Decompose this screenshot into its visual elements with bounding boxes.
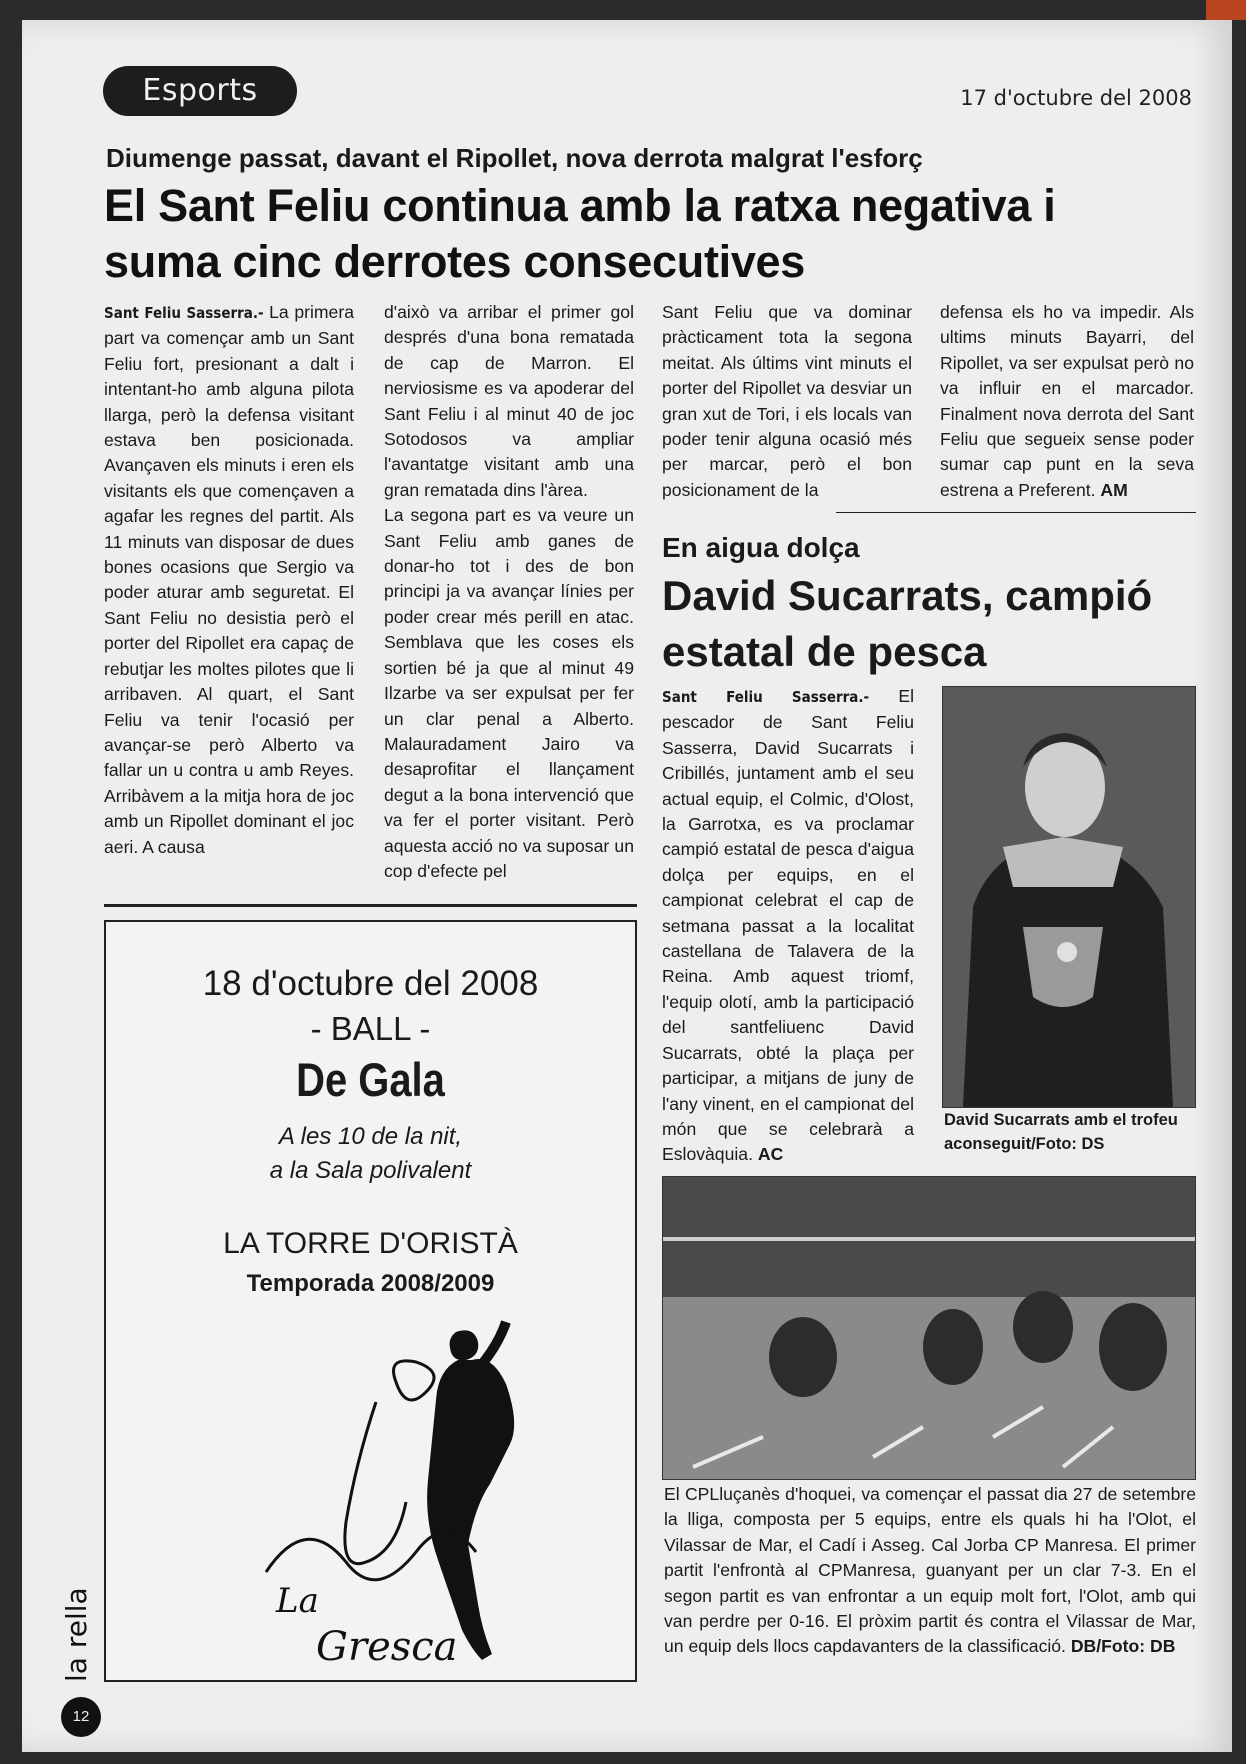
byline: Sant Feliu Sasserra.- (104, 304, 270, 322)
article-column-4 (940, 300, 1194, 503)
column-divider (836, 512, 1196, 513)
ad-season: Temporada 2008/2009 (246, 1270, 495, 1297)
ad-ball: - BALL - (310, 1010, 431, 1047)
issue-date: 17 d'octubre del 2008 (960, 86, 1192, 110)
article-column-3 (662, 300, 912, 503)
article-headline: El Sant Feliu continua amb la ratxa negativa i suma cinc derrotes consecutives (104, 180, 1056, 287)
column-text: La primera part va començar amb un Sant Feliu fort, presionant a dalt i intentant-ho amb alguna pilota llarga, però la defensa visitant estava ben posicionada. Avançaven els minuts i eren els visitants els que començaven a agafar les regnes del partit. Als 11 minuts van disposar de dues bones ocasions que Sergio va poder aturar amb seguretat. El Sant Feliu no desistia però el porter del Ripollet era capaç de rebutjar les moltes pilotes que li arribaven. Al quart, el Sant Feliu va tenir l'ocasió per avançar-se però Alberto va fallar un u contra u amb Reyes. Arribàvem a la mitja hora de joc amb un Ripollet dominant el joc aeri. A causa (104, 302, 354, 857)
logo-text-gresca: Gresca (316, 1624, 458, 1670)
article2-body (662, 684, 914, 1168)
author-signature: AC (757, 1144, 784, 1165)
ad-date: 18 d'octubre del 2008 (202, 964, 539, 1003)
article-kicker: Diumenge passat, davant el Ripollet, nova derrota malgrat l'esforç (106, 143, 923, 173)
ad-gala: De Gala (296, 1053, 445, 1106)
article2-headline: David Sucarrats, campió estatal de pesca (662, 572, 1153, 675)
article-column-2 (384, 300, 634, 884)
article2-kicker: En aigua dolça (662, 532, 860, 563)
portrait-photo-image (943, 687, 1196, 1108)
caption-text: El CPLluçanès d'hoquei, va començar el passat dia 27 de setembre la lliga, composta per 5 equips, entre els quals hi ha l'Olot, el Vilassar de Mar, el Cadí i Asseg. Cal Jorba CP Manresa. El primer partit l'enfrontà al CPManresa, guanyant per un clar 7-3. En el segon partit es van enfrontar a un equip molt fort, l'Olot, amb qui van perdre per 0-16. El pròxim partit és contra el Vilassar de Mar, un equip dels llocs capdavanters de la classificació. (664, 1484, 1196, 1657)
column-text: d'això va arribar el primer gol després d'una bona rematada de cap de Marron. El nerviosisme es va apoderar del Sant Feliu i al minut 40 de joc Sotodosos va ampliar l'avantatge visitant amb una gran rematada dins l'àrea. (384, 302, 634, 500)
ad-time-line1: A les 10 de la nit, (278, 1123, 463, 1150)
ad-time (106, 1120, 635, 1188)
logo-text-la: La (276, 1581, 319, 1621)
section-divider (104, 904, 637, 907)
dancer-logo-illustration (246, 1312, 556, 1672)
magazine-name: la rella (60, 1587, 93, 1683)
article-column-1 (104, 300, 354, 860)
ad-time-line2: a la Sala polivalent (269, 1157, 472, 1184)
page-number: 12 (61, 1697, 101, 1737)
column-text: defensa els ho va impedir. Als ultims minuts Bayarri, del Ripollet, va ser expulsat però no va influir en el marcador. Finalment nova derrota del Sant Feliu que segueix sense poder sumar cap punt en la seva estrena a Preferent. (940, 302, 1194, 500)
byline: Sant Feliu Sasserra.- (662, 688, 899, 706)
page-edge-marker (1206, 0, 1246, 20)
section-label: Esports (103, 66, 297, 116)
hockey-caption (664, 1482, 1196, 1660)
angler-trophy-photo (942, 686, 1196, 1108)
author-signature: DB/Foto: DB (1070, 1636, 1176, 1657)
author-signature: AM (1100, 479, 1128, 500)
body-text: El pescador de Sant Feliu Sasserra, David Sucarrats i Cribillés, juntament amb el seu actual equip, el Colmic, d'Olost, la Garrotxa, es va proclamar campió estatal de pesca d'aigua dolça per equips, en el campionat celebrat el cap de setmana passat a la localitat castellana de Talavera de la Reina. Amb aquest triomf, l'equip olotí, amb la participació del santfeliuenc David Sucarrats, obté la plaça per participar, a mitjans de juny de l'any vinent, en el campionat del món que se celebrarà a Eslovàquia. (662, 686, 914, 1165)
column-text: Sant Feliu que va dominar pràcticament tota la segona meitat. Als últims vint minuts el porter del Ripollet va desviar un gran xut de Tori, i els locals van poder tenir alguna ocasió més per marcar, però el bon posicionament de la (662, 302, 912, 500)
angler-photo-caption: David Sucarrats amb el trofeu aconseguit/Foto: DS (944, 1111, 1178, 1153)
hockey-team-photo (662, 1176, 1196, 1480)
column-text: La segona part es va veure un Sant Feliu amb ganes de donar-ho tot i des de bon principi ja va avançar línies per poder crear més perill en atac. Semblava que les coses els sortien bé ja que al minut 49 Ilzarbe va ser expulsat per fer un clar penal a Alberto. Malauradament Jairo va desaprofitar el llançament degut a la bona intervenció que va fer el porter visitant. Però aquesta acció no va suposar un cop d'efecte pel (384, 505, 634, 881)
ad-venue: LA TORRE D'ORISTÀ (223, 1227, 518, 1260)
hockey-photo-image (663, 1177, 1196, 1480)
event-ad (104, 920, 637, 1682)
